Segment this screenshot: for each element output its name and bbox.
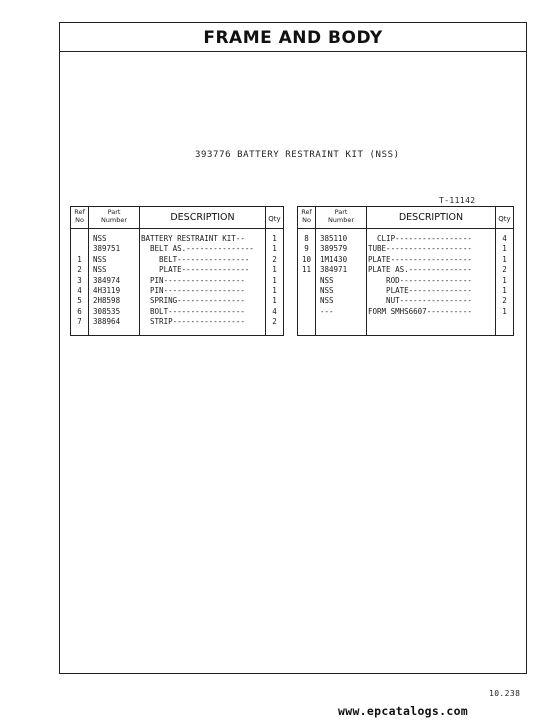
- part-number-cell: 384974: [93, 275, 121, 285]
- description-cell: STRIP----------------: [141, 317, 245, 327]
- description-cell: BOLT-----------------: [141, 306, 245, 316]
- page-number: 10.238: [489, 689, 521, 698]
- part-number-cell: NSS: [93, 254, 107, 264]
- header-ref-line1: Ref: [74, 208, 85, 216]
- part-number-cell: 388964: [93, 317, 121, 327]
- description-cell: PLATE---------------: [141, 265, 250, 275]
- ref-no-cell: 1: [77, 254, 82, 264]
- header-part-line2: Number: [100, 216, 128, 224]
- page-frame: [59, 22, 527, 674]
- description-cell: PIN------------------: [141, 275, 245, 285]
- qty-cell: 2: [272, 317, 277, 327]
- header-part-line2: Number: [327, 216, 355, 224]
- qty-cell: 1: [272, 265, 277, 275]
- header-qty: Qty: [498, 215, 511, 223]
- table-row: [71, 234, 283, 244]
- qty-cell: 2: [502, 296, 507, 306]
- qty-cell: 4: [272, 306, 277, 316]
- part-number-cell: 389579: [320, 244, 348, 254]
- part-number-cell: NSS: [320, 296, 334, 306]
- description-cell: TUBE-------------------: [368, 244, 472, 254]
- part-number-cell: NSS: [320, 275, 334, 285]
- description-cell: SPRING---------------: [141, 296, 245, 306]
- table-row: [71, 255, 283, 265]
- ref-no-cell: 11: [301, 265, 312, 275]
- part-number-cell: 389751: [93, 244, 121, 254]
- part-number-cell: NSS: [93, 265, 107, 275]
- header-description: DESCRIPTION: [398, 212, 464, 223]
- qty-cell: 1: [502, 306, 507, 316]
- table-row: [71, 307, 283, 317]
- qty-cell: 1: [272, 296, 277, 306]
- header-description: DESCRIPTION: [170, 212, 235, 223]
- description-cell: BELT----------------: [141, 254, 250, 264]
- watermark-url[interactable]: www.epcatalogs.com: [338, 704, 469, 718]
- part-number-cell: NSS: [93, 234, 107, 243]
- qty-cell: 1: [272, 275, 277, 285]
- part-number-cell: 2H8598: [93, 296, 121, 306]
- table-row: [298, 286, 513, 296]
- table-row: [71, 276, 283, 286]
- ref-no-cell: 9: [304, 244, 309, 254]
- table-row: [71, 317, 283, 327]
- qty-cell: 1: [272, 286, 277, 295]
- table-row: [298, 307, 513, 317]
- ref-no-cell: 5: [77, 296, 82, 306]
- ref-no-cell: 6: [77, 306, 82, 316]
- ref-no-cell: 7: [77, 317, 82, 327]
- table-row: [71, 244, 283, 254]
- qty-cell: 1: [272, 234, 277, 243]
- ref-no-cell: 10: [301, 254, 312, 264]
- table-row: [298, 244, 513, 254]
- header-part-number: [89, 208, 139, 224]
- description-cell: NUT----------------: [368, 296, 472, 306]
- header-part-line1: Part: [334, 208, 348, 216]
- ref-no-cell: 3: [77, 275, 82, 285]
- header-ref-no: [71, 208, 88, 224]
- kit-title: 393776 BATTERY RESTRAINT KIT (NSS): [195, 150, 400, 160]
- ref-no-cell: 2: [77, 265, 82, 275]
- header-part-number: [316, 208, 366, 224]
- description-cell: ROD----------------: [368, 275, 472, 285]
- qty-cell: 1: [502, 244, 507, 254]
- table-row: [298, 265, 513, 275]
- header-part-line1: Part: [107, 208, 121, 216]
- description-cell: PLATE--------------: [368, 286, 472, 295]
- qty-cell: 1: [502, 254, 507, 264]
- drawing-number: T-11142: [439, 196, 476, 205]
- table-row: [298, 255, 513, 265]
- title-bar: [60, 23, 526, 52]
- part-number-cell: 384971: [320, 265, 348, 275]
- part-number-cell: 4H3119: [93, 286, 121, 295]
- part-number-cell: NSS: [320, 286, 334, 295]
- description-cell: BELT AS.---------------: [141, 244, 254, 254]
- part-number-cell: 308535: [93, 306, 121, 316]
- description-cell: PLATE------------------: [368, 254, 472, 264]
- qty-cell: 1: [272, 244, 277, 254]
- ref-no-cell: 8: [304, 234, 309, 243]
- description-cell: FORM SMHS6607----------: [368, 306, 472, 316]
- qty-cell: 2: [502, 265, 507, 275]
- part-number-cell: ---: [320, 306, 334, 316]
- qty-cell: 1: [502, 286, 507, 295]
- table-row: [298, 296, 513, 306]
- header-ref-line1: Ref: [301, 208, 312, 216]
- table-header: [71, 207, 283, 229]
- part-number-cell: 1M1430: [320, 254, 348, 264]
- parts-table-left: [70, 206, 284, 336]
- header-ref-line2: No: [75, 216, 84, 224]
- part-number-cell: 385110: [320, 234, 348, 243]
- description-cell: PLATE AS.--------------: [368, 265, 472, 275]
- page-title: FRAME AND BODY: [203, 28, 383, 48]
- parts-table-right: [297, 206, 514, 336]
- qty-cell: 2: [272, 254, 277, 264]
- table-row: [71, 265, 283, 275]
- header-ref-line2: No: [302, 216, 311, 224]
- header-qty: Qty: [268, 215, 281, 223]
- qty-cell: 4: [502, 234, 507, 243]
- header-ref-no: [298, 208, 315, 224]
- table-header: [298, 207, 513, 229]
- description-cell: BATTERY RESTRAINT KIT--: [141, 234, 245, 243]
- table-row: [71, 296, 283, 306]
- ref-no-cell: 4: [77, 286, 82, 295]
- table-row: [298, 234, 513, 244]
- table-row: [298, 276, 513, 286]
- qty-cell: 1: [502, 275, 507, 285]
- description-cell: PIN------------------: [141, 286, 245, 295]
- table-row: [71, 286, 283, 296]
- description-cell: CLIP-----------------: [368, 234, 472, 243]
